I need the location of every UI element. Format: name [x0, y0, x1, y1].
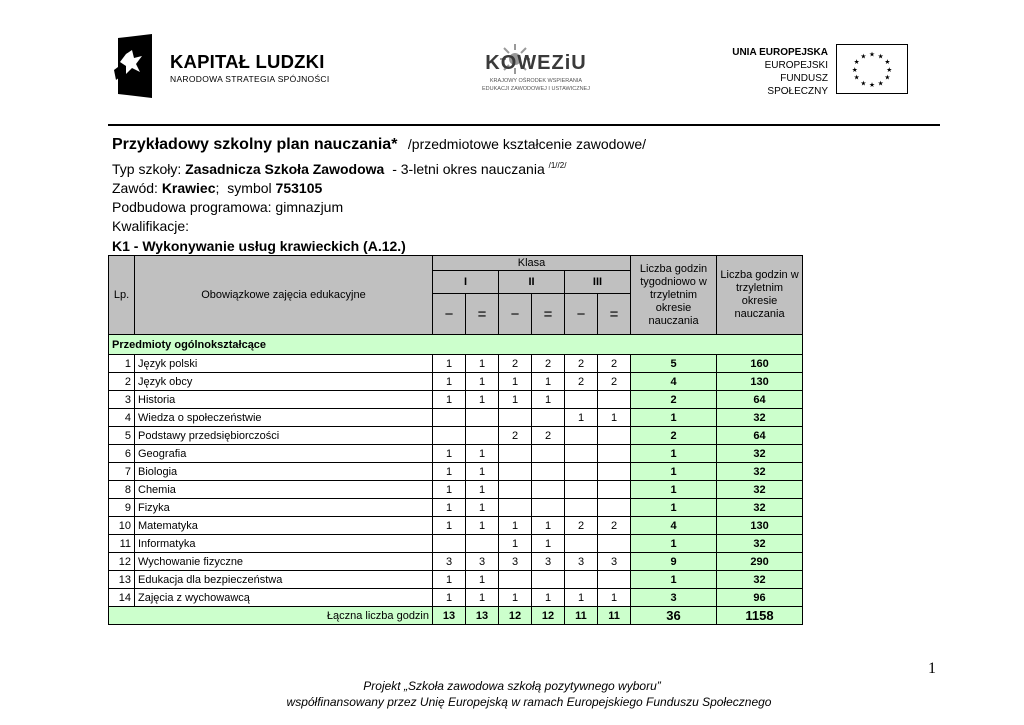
semester-hours	[433, 409, 466, 427]
page-number: 1	[928, 660, 936, 677]
ue-text-logo	[718, 46, 828, 98]
semester-hours: 3	[466, 553, 499, 571]
semester-hours	[499, 499, 532, 517]
qualification-value: K1 - Wykonywanie usług krawieckich (A.12.)	[112, 238, 406, 254]
header-semester-4: =	[532, 294, 565, 335]
semester-hours: 1	[499, 589, 532, 607]
subject-name: Geografia	[135, 445, 433, 463]
semester-hours: 1	[466, 517, 499, 535]
semester-hours	[499, 409, 532, 427]
subject-name: Zajęcia z wychowawcą	[135, 589, 433, 607]
total-hours: 96	[717, 589, 803, 607]
semester-hours: 1	[466, 373, 499, 391]
semester-hours: 3	[565, 553, 598, 571]
row-number: 12	[109, 553, 135, 571]
svg-text:★: ★	[851, 65, 858, 74]
total-hours: 32	[717, 535, 803, 553]
school-type-label: Typ szkoły:	[112, 161, 182, 177]
school-period: - 3-letni okres nauczania	[392, 161, 545, 177]
table-row	[109, 409, 803, 427]
header-weekly: Liczba godzin tygodniowo w trzyletnim okresie nauczania	[631, 256, 717, 335]
weekly-hours: 4	[631, 517, 717, 535]
total-hours: 290	[717, 553, 803, 571]
row-number: 9	[109, 499, 135, 517]
weekly-hours: 1	[631, 481, 717, 499]
semester-hours: 1	[532, 373, 565, 391]
total-weekly-hours: 36	[631, 607, 717, 625]
kapital-ludzki-title: KAPITAŁ LUDZKI	[170, 51, 325, 72]
kapital-ludzki-subtitle: NARODOWA STRATEGIA SPÓJNOŚCI	[170, 74, 330, 84]
semester-hours: 1	[466, 571, 499, 589]
weekly-hours: 1	[631, 571, 717, 589]
semester-hours: 1	[433, 373, 466, 391]
symbol-label: symbol	[227, 180, 272, 196]
row-number: 13	[109, 571, 135, 589]
semester-hours	[466, 535, 499, 553]
semester-hours: 2	[532, 355, 565, 373]
weekly-hours: 1	[631, 535, 717, 553]
row-number: 11	[109, 535, 135, 553]
semester-hours: 1	[499, 517, 532, 535]
total-semester-hours: 13	[466, 607, 499, 625]
table-row	[109, 373, 803, 391]
plan-title-line	[112, 136, 646, 154]
semester-hours: 1	[466, 445, 499, 463]
semester-hours	[532, 445, 565, 463]
total-semester-hours: 11	[598, 607, 631, 625]
job-label: Zawód:	[112, 180, 158, 196]
header-lp: Lp.	[109, 256, 135, 335]
semester-hours: 1	[466, 463, 499, 481]
weekly-hours: 2	[631, 427, 717, 445]
svg-text:★: ★	[860, 79, 867, 88]
svg-text:★: ★	[877, 52, 884, 61]
subject-name: Edukacja dla bezpieczeństwa	[135, 571, 433, 589]
svg-text:★: ★	[860, 52, 867, 61]
total-hours: 32	[717, 571, 803, 589]
total-hours: 32	[717, 445, 803, 463]
semester-hours: 1	[433, 355, 466, 373]
header-class-1: I	[433, 271, 499, 294]
semester-hours: 1	[466, 481, 499, 499]
total-hours: 64	[717, 427, 803, 445]
weekly-hours: 3	[631, 589, 717, 607]
semester-hours	[466, 409, 499, 427]
header-divider	[108, 124, 940, 126]
row-number: 14	[109, 589, 135, 607]
semester-hours: 2	[598, 517, 631, 535]
semester-hours: 2	[532, 427, 565, 445]
semester-hours	[565, 499, 598, 517]
weekly-hours: 9	[631, 553, 717, 571]
semester-hours: 1	[466, 589, 499, 607]
ue-line-2: EUROPEJSKI	[764, 60, 828, 71]
koweziu-subtitle-1: KRAJOWY OŚRODEK WSPIERANIA	[489, 78, 583, 84]
row-number: 8	[109, 481, 135, 499]
row-number: 10	[109, 517, 135, 535]
semester-hours: 3	[532, 553, 565, 571]
semester-hours: 2	[565, 355, 598, 373]
table-row	[109, 553, 803, 571]
plan-title-note: /przedmiotowe kształcenie zawodowe/	[407, 136, 647, 152]
header-class-2: II	[499, 271, 565, 294]
semester-hours	[598, 463, 631, 481]
semester-hours: 2	[565, 373, 598, 391]
row-number: 1	[109, 355, 135, 373]
ue-line-1: UNIA EUROPEJSKA	[732, 47, 828, 58]
school-type-value: Zasadnicza Szkoła Zawodowa	[185, 161, 385, 177]
table-row	[109, 445, 803, 463]
eu-flag-icon	[836, 44, 908, 94]
symbol-value: 753105	[275, 180, 323, 196]
subject-name: Historia	[135, 391, 433, 409]
koweziu-title: KOWEZiU	[485, 52, 587, 74]
koweziu-subtitle-2: EDUKACJI ZAWODOWEJ I USTAWICZNEJ	[482, 86, 590, 92]
subject-name: Wychowanie fizyczne	[135, 553, 433, 571]
table-row	[109, 535, 803, 553]
semester-hours: 1	[433, 589, 466, 607]
footer-project-line: Projekt „Szkoła zawodowa szkołą pozytywnego wyboru”	[363, 679, 661, 693]
total-hours: 32	[717, 409, 803, 427]
semester-hours: 1	[499, 373, 532, 391]
weekly-hours: 4	[631, 373, 717, 391]
header-semester-2: =	[466, 294, 499, 335]
svg-text:★: ★	[884, 58, 891, 67]
semester-hours	[532, 499, 565, 517]
header-klasa: Klasa	[433, 256, 631, 271]
semester-hours: 2	[499, 427, 532, 445]
semester-hours	[532, 481, 565, 499]
svg-text:★: ★	[868, 50, 876, 59]
subject-name: Język polski	[135, 355, 433, 373]
semester-hours: 3	[499, 553, 532, 571]
row-number: 7	[109, 463, 135, 481]
total-hours: 32	[717, 499, 803, 517]
header-semester-6: =	[598, 294, 631, 335]
svg-text:★: ★	[853, 73, 860, 82]
semester-hours: 1	[598, 409, 631, 427]
header-semester-1: −	[433, 294, 466, 335]
weekly-hours: 2	[631, 391, 717, 409]
svg-text:★: ★	[886, 65, 893, 74]
semester-hours: 1	[433, 499, 466, 517]
header-semester-3: −	[499, 294, 532, 335]
semester-hours: 1	[466, 355, 499, 373]
semester-hours	[565, 445, 598, 463]
table-row	[109, 463, 803, 481]
semester-hours: 2	[565, 517, 598, 535]
semester-hours	[598, 499, 631, 517]
semester-hours: 1	[499, 391, 532, 409]
semester-hours: 1	[433, 481, 466, 499]
teaching-plan-table	[108, 255, 803, 625]
semester-hours	[565, 391, 598, 409]
section-general-subjects: Przedmioty ogólnokształcące	[109, 335, 803, 355]
semester-hours	[598, 427, 631, 445]
semester-hours: 1	[433, 463, 466, 481]
svg-text:★: ★	[877, 79, 884, 88]
svg-text:★: ★	[853, 58, 860, 67]
semester-hours: 1	[433, 517, 466, 535]
weekly-hours: 1	[631, 499, 717, 517]
semester-hours	[499, 571, 532, 589]
semester-hours: 1	[499, 535, 532, 553]
total-hours: 32	[717, 481, 803, 499]
total-hours: 64	[717, 391, 803, 409]
footer-funding-line: współfinansowany przez Unię Europejską w ramach Europejskiego Funduszu Społecznego	[286, 695, 772, 709]
weekly-hours: 1	[631, 463, 717, 481]
weekly-hours: 1	[631, 445, 717, 463]
row-number: 5	[109, 427, 135, 445]
semester-hours	[598, 571, 631, 589]
subject-name: Język obcy	[135, 373, 433, 391]
semester-hours: 2	[499, 355, 532, 373]
kapital-ludzki-flag-icon	[112, 34, 156, 98]
total-hours: 160	[717, 355, 803, 373]
semester-hours	[499, 481, 532, 499]
svg-text:★: ★	[868, 81, 876, 90]
koweziu-logo	[476, 42, 596, 100]
subject-name: Podstawy przedsiębiorczości	[135, 427, 433, 445]
semester-hours	[433, 535, 466, 553]
row-number: 2	[109, 373, 135, 391]
base-line: Podbudowa programowa: gimnazjum	[112, 199, 344, 215]
semester-hours	[499, 463, 532, 481]
job-line: Zawód: Krawiec; symbol 753105	[112, 180, 323, 196]
header-semester-5: −	[565, 294, 598, 335]
semester-hours	[598, 445, 631, 463]
semester-hours	[565, 427, 598, 445]
svg-text:★: ★	[884, 73, 891, 82]
school-type-line	[112, 161, 566, 177]
semester-hours	[598, 391, 631, 409]
semester-hours: 1	[433, 391, 466, 409]
semester-hours	[598, 535, 631, 553]
table-row	[109, 427, 803, 445]
header-total: Liczba godzin w trzyletnim okresie nauczania	[717, 256, 803, 335]
table-row	[109, 571, 803, 589]
school-footnote: /1//2/	[548, 161, 567, 170]
semester-hours: 1	[565, 589, 598, 607]
total-all-hours: 1158	[717, 607, 803, 625]
subject-name: Wiedza o społeczeństwie	[135, 409, 433, 427]
semester-hours: 1	[433, 571, 466, 589]
total-hours: 130	[717, 373, 803, 391]
ue-line-3: FUNDUSZ SPOŁECZNY	[767, 73, 828, 97]
subject-name: Biologia	[135, 463, 433, 481]
weekly-hours: 5	[631, 355, 717, 373]
semester-hours: 1	[598, 589, 631, 607]
header-class-3: III	[565, 271, 631, 294]
row-number: 6	[109, 445, 135, 463]
semester-hours	[466, 427, 499, 445]
table-row	[109, 517, 803, 535]
total-semester-hours: 12	[499, 607, 532, 625]
semester-hours: 1	[466, 391, 499, 409]
totals-row	[109, 607, 803, 625]
job-value: Krawiec	[161, 180, 216, 196]
table-row	[109, 589, 803, 607]
semester-hours: 2	[598, 355, 631, 373]
semester-hours: 1	[532, 535, 565, 553]
total-semester-hours: 11	[565, 607, 598, 625]
total-hours: 32	[717, 463, 803, 481]
table-row	[109, 499, 803, 517]
semester-hours: 1	[532, 391, 565, 409]
semester-hours	[499, 445, 532, 463]
semester-hours	[532, 409, 565, 427]
subject-name: Matematyka	[135, 517, 433, 535]
semester-hours: 1	[565, 409, 598, 427]
weekly-hours: 1	[631, 409, 717, 427]
plan-title: Przykładowy szkolny plan nauczania*	[112, 136, 398, 153]
semester-hours: 3	[598, 553, 631, 571]
table-row	[109, 391, 803, 409]
row-number: 3	[109, 391, 135, 409]
semester-hours: 3	[433, 553, 466, 571]
semester-hours: 1	[532, 589, 565, 607]
semester-hours	[565, 535, 598, 553]
semester-hours: 2	[598, 373, 631, 391]
semester-hours	[532, 463, 565, 481]
semester-hours	[433, 427, 466, 445]
qualifications-label: Kwalifikacje:	[112, 218, 190, 234]
table-row	[109, 355, 803, 373]
total-semester-hours: 12	[532, 607, 565, 625]
semester-hours	[565, 481, 598, 499]
totals-label: Łączna liczba godzin	[109, 607, 433, 625]
subject-name: Chemia	[135, 481, 433, 499]
total-hours: 130	[717, 517, 803, 535]
semester-hours	[598, 481, 631, 499]
table-row	[109, 481, 803, 499]
semester-hours	[565, 571, 598, 589]
semester-hours: 1	[532, 517, 565, 535]
semester-hours	[565, 463, 598, 481]
semester-hours: 1	[433, 445, 466, 463]
semester-hours	[532, 571, 565, 589]
subject-name: Informatyka	[135, 535, 433, 553]
total-semester-hours: 13	[433, 607, 466, 625]
row-number: 4	[109, 409, 135, 427]
header-subject: Obowiązkowe zajęcia edukacyjne	[135, 256, 433, 335]
kapital-ludzki-logo	[112, 34, 332, 100]
semester-hours: 1	[466, 499, 499, 517]
subject-name: Fizyka	[135, 499, 433, 517]
